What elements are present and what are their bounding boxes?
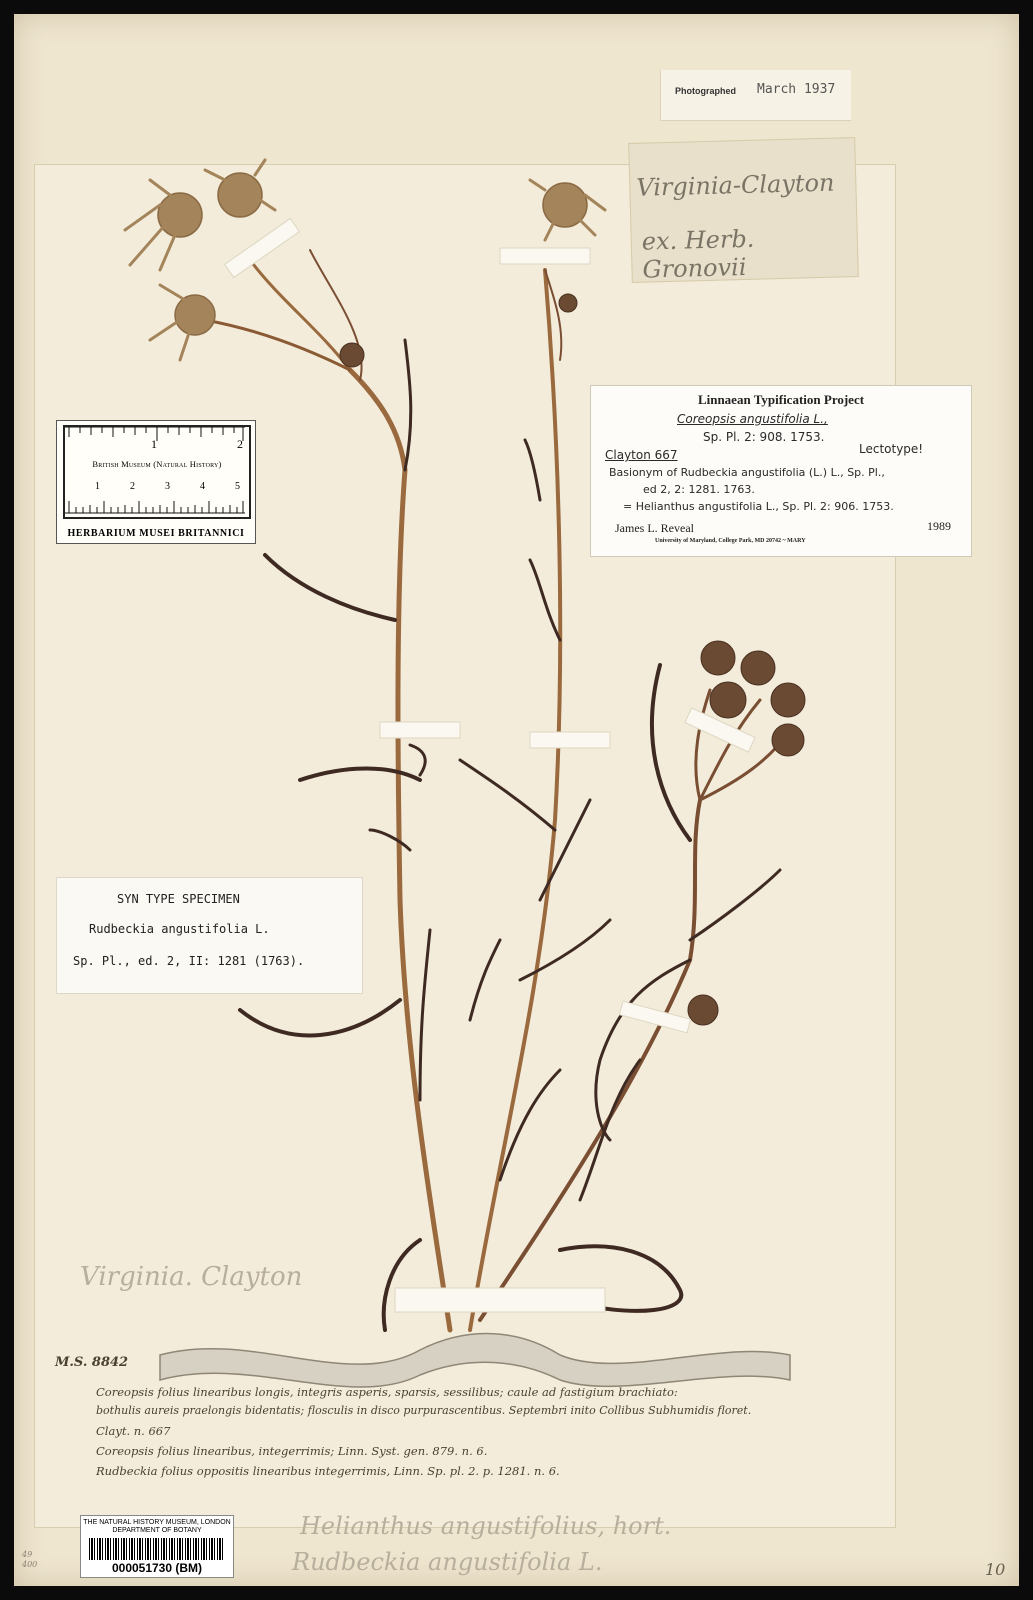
inscription-bottom-1: Helianthus angustifolius, hort.: [300, 1512, 672, 1540]
ruler-mark-cm-2: 2: [130, 481, 135, 492]
ruler-mark-cm-3: 3: [165, 481, 170, 492]
inscription-virginia: Virginia. Clayton: [80, 1262, 303, 1292]
photographed-date: March 1937: [757, 82, 836, 97]
printed-ribbon: [160, 1334, 790, 1387]
flower-head: [741, 651, 775, 685]
inscription-line-2: bothulis aureis praelongis bidentatis; flosculis in disco purpurascentibus. Septembri inito Collibus Subhumidis floret.: [96, 1404, 752, 1417]
stem-left: [350, 370, 450, 1330]
typification-title: Linnaean Typification Project: [697, 392, 865, 407]
flower-head: [710, 682, 746, 718]
inscription-line-1: Coreopsis folius linearibus longis, integris asperis, sparsis, sessilibus; caule ad fastigium brachiato:: [96, 1385, 678, 1399]
typification-synonym: = Helianthus angustifolia L., Sp. Pl. 2: 906. 1753.: [623, 500, 894, 513]
nhm-heading: [81, 1519, 233, 1535]
inscription-line-4: Coreopsis folius linearibus, integerrimis; Linn. Syst. gen. 879. n. 6.: [96, 1444, 488, 1458]
ruler-mark-cm-5: 5: [235, 481, 240, 492]
nhm-line-1: THE NATURAL HISTORY MUSEUM, LONDON: [83, 1519, 231, 1526]
flower-head: [559, 294, 577, 312]
stem-right: [480, 800, 700, 1320]
photographed-label: [660, 70, 851, 121]
flower-head: [175, 295, 215, 335]
typification-label: [590, 385, 972, 557]
typification-citation: Sp. Pl. 2: 908. 1753.: [703, 430, 825, 444]
typification-year: 1989: [927, 519, 951, 533]
inscription-line-5: Rudbeckia folius oppositis linearibus integerrimis, Linn. Sp. pl. 2. p. 1281. n. 6.: [96, 1464, 560, 1478]
typification-author: James L. Reveal: [615, 521, 694, 535]
barcode: [89, 1538, 225, 1560]
typification-status: Lectotype!: [859, 442, 924, 456]
flower-head: [772, 724, 804, 756]
flower-head: [701, 641, 735, 675]
syntype-heading: SYN TYPE SPECIMEN: [117, 892, 240, 906]
collector-label: [628, 137, 859, 283]
inscription-line-3: Clayt. n. 667: [96, 1424, 171, 1438]
collector-line-2: ex. Herb. Gronovii: [641, 224, 755, 284]
barcode-number: 000051730 (BM): [111, 1561, 203, 1575]
inscription-left-margin: 49 400: [22, 1550, 38, 1569]
ruler-mark-inch-1: 1: [151, 437, 157, 451]
ruler-mark-cm-1: 1: [95, 481, 100, 492]
typification-basionym-1: Basionym of Rudbeckia angustifolia (L.) L., Sp. Pl.,: [609, 466, 885, 479]
inscription-ms: M.S. 8842: [55, 1355, 129, 1370]
typification-taxon: Coreopsis angustifolia L.,: [677, 412, 828, 426]
scale-ruler: [56, 420, 256, 544]
ruler-herbarium: HERBARIUM MUSEI BRITANNICI: [67, 528, 245, 539]
typification-address: University of Maryland, College Park, MD 20742 ~ MARY: [655, 538, 806, 544]
flower-head: [771, 683, 805, 717]
inscription-corner-number: 10: [985, 1560, 1006, 1579]
ruler-mark-inch-2: 2: [237, 437, 243, 451]
flower-head: [158, 193, 202, 237]
inscription-bottom-2: Rudbeckia angustifolia L.: [292, 1548, 603, 1576]
photographed-prefix: Photographed: [675, 86, 736, 96]
syntype-name: Rudbeckia angustifolia L.: [89, 922, 270, 936]
ruler-museum: British Museum (Natural History): [92, 459, 222, 469]
syntype-label: [56, 877, 363, 994]
nhm-line-2: DEPARTMENT OF BOTANY: [112, 1527, 202, 1534]
flower-head: [340, 343, 364, 367]
typification-specimen: Clayton 667: [605, 448, 678, 462]
collector-line-1: Virginia-Clayton: [636, 168, 835, 202]
flower-head: [688, 995, 718, 1025]
typification-basionym-2: ed 2, 2: 1281. 1763.: [643, 483, 755, 496]
syntype-reference: Sp. Pl., ed. 2, II: 1281 (1763).: [73, 954, 305, 968]
nhm-barcode-label: [80, 1515, 234, 1578]
ruler-mark-cm-4: 4: [200, 481, 205, 492]
